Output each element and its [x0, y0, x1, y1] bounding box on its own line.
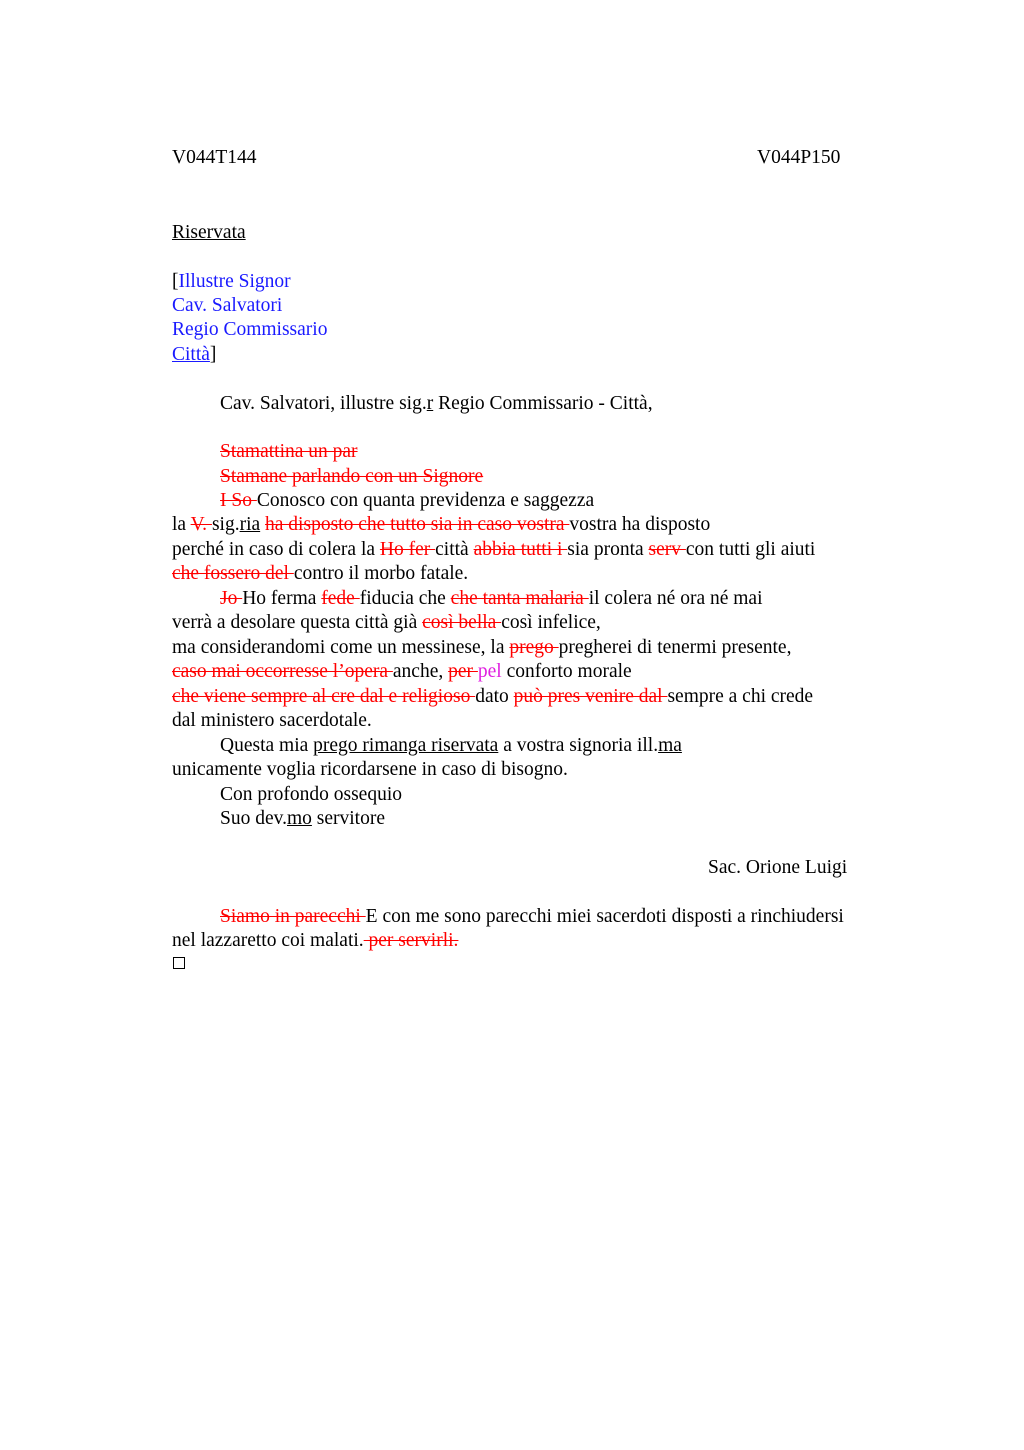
body-line-14: unicamente voglia ricordarsene in caso di bisogno.: [172, 759, 568, 780]
deleted-text: che fossero del: [172, 563, 294, 584]
body-text: perché in caso di colera la: [172, 539, 380, 560]
deleted-text: Jo: [220, 588, 243, 609]
body-line-10: [172, 660, 632, 684]
deleted-text: per servirli.: [363, 930, 459, 951]
reserved-label: Riservata: [172, 222, 246, 243]
address-line-1: [172, 270, 291, 294]
address-line-4: [172, 343, 216, 367]
body-text: fiducia che: [359, 588, 451, 609]
body-text: conforto morale: [501, 661, 632, 682]
body-text: contro il morbo fatale.: [293, 563, 469, 584]
deleted-text: serv: [648, 539, 686, 560]
body-text: pregherei di tenermi presente,: [558, 637, 792, 658]
body-text: il colera né ora né mai: [588, 588, 763, 609]
body-line-5: [172, 538, 815, 562]
address-title: Illustre Signor: [178, 271, 291, 292]
body-text: Suo dev.: [220, 808, 287, 829]
deleted-text: così bella: [422, 612, 502, 633]
inserted-text: pel: [477, 661, 502, 682]
address-city: Città: [172, 344, 210, 365]
body-text: così infelice,: [501, 612, 601, 633]
body-text: Conosco con quanta previdenza e saggezza: [256, 490, 595, 511]
postscript-line-1: [220, 905, 844, 929]
deleted-text: fede: [321, 588, 360, 609]
underlined-text: prego rimanga riservata: [313, 735, 499, 756]
body-text: E con me sono parecchi miei sacerdoti disposti a rinchiudersi: [365, 906, 844, 927]
cancelled-line-1: Stamattina un par: [220, 441, 358, 462]
deleted-text: Ho fer: [379, 539, 436, 560]
close-bracket: ]: [209, 344, 217, 365]
body-text: sia pronta: [567, 539, 649, 560]
body-text: Questa mia: [220, 735, 314, 756]
address-line-3: Regio Commissario: [172, 319, 328, 340]
deleted-text: abbia tutti i: [473, 539, 568, 560]
closing-line: Con profondo ossequio: [220, 784, 402, 805]
body-text: ma considerandomi come un messinese, la: [172, 637, 510, 658]
body-text: verrà a desolare questa città già: [172, 612, 423, 633]
body-text: anche,: [392, 661, 449, 682]
cancelled-line-2: Stamane parlando con un Signore: [220, 466, 484, 487]
deleted-text: che tanta malaria: [450, 588, 589, 609]
body-line-4: [172, 513, 710, 537]
salutation-text-end: Regio Commissario - Città,: [433, 393, 653, 414]
deleted-text: che viene sempre al cre dal e religioso: [172, 686, 476, 707]
end-marker-box: [173, 957, 185, 969]
body-text: servitore: [311, 808, 386, 829]
document-code-right: V044P150: [757, 147, 841, 168]
body-line-9: [172, 636, 791, 660]
deleted-text: V.: [190, 514, 212, 535]
body-text: dato: [475, 686, 514, 707]
deleted-text: prego: [509, 637, 559, 658]
closing-servant: [220, 807, 385, 831]
open-bracket: [: [172, 271, 179, 292]
salutation-text: Cav. Salvatori, illustre sig.: [220, 393, 427, 414]
body-text: Ho ferma: [242, 588, 322, 609]
body-line-7: [220, 587, 763, 611]
deleted-text: per: [448, 661, 478, 682]
underlined-text: mo: [286, 808, 312, 829]
body-text: vostra ha disposto: [569, 514, 711, 535]
signature: Sac. Orione Luigi: [708, 857, 848, 878]
deleted-text: I So: [220, 490, 257, 511]
deleted-text: può pres venire dal: [513, 686, 668, 707]
underlined-text: ma: [658, 735, 682, 756]
postscript-line-2: [172, 929, 458, 953]
body-line-8: [172, 611, 601, 635]
deleted-text: Siamo in parecchi: [220, 906, 366, 927]
deleted-text: ha disposto che tutto sia in caso vostra: [265, 514, 570, 535]
salutation: [220, 392, 653, 416]
body-text: la: [172, 514, 191, 535]
underlined-text: ria: [239, 514, 261, 535]
body-text: sig.: [211, 514, 240, 535]
body-line-3: [220, 489, 594, 513]
body-line-11: [172, 685, 813, 709]
body-line-13: [220, 734, 682, 758]
body-text: nel lazzaretto coi malati.: [172, 930, 364, 951]
deleted-text: caso mai occorresse l’opera: [172, 661, 393, 682]
body-text: sempre a chi crede: [667, 686, 814, 707]
body-text: a vostra signoria ill.: [498, 735, 659, 756]
body-line-6: [172, 562, 468, 586]
address-line-2: Cav. Salvatori: [172, 295, 283, 316]
body-text: città: [435, 539, 474, 560]
body-text: con tutti gli aiuti: [685, 539, 816, 560]
document-code-left: V044T144: [172, 147, 257, 168]
salutation-superscript: r: [426, 393, 434, 414]
body-line-12: dal ministero sacerdotale.: [172, 710, 372, 731]
